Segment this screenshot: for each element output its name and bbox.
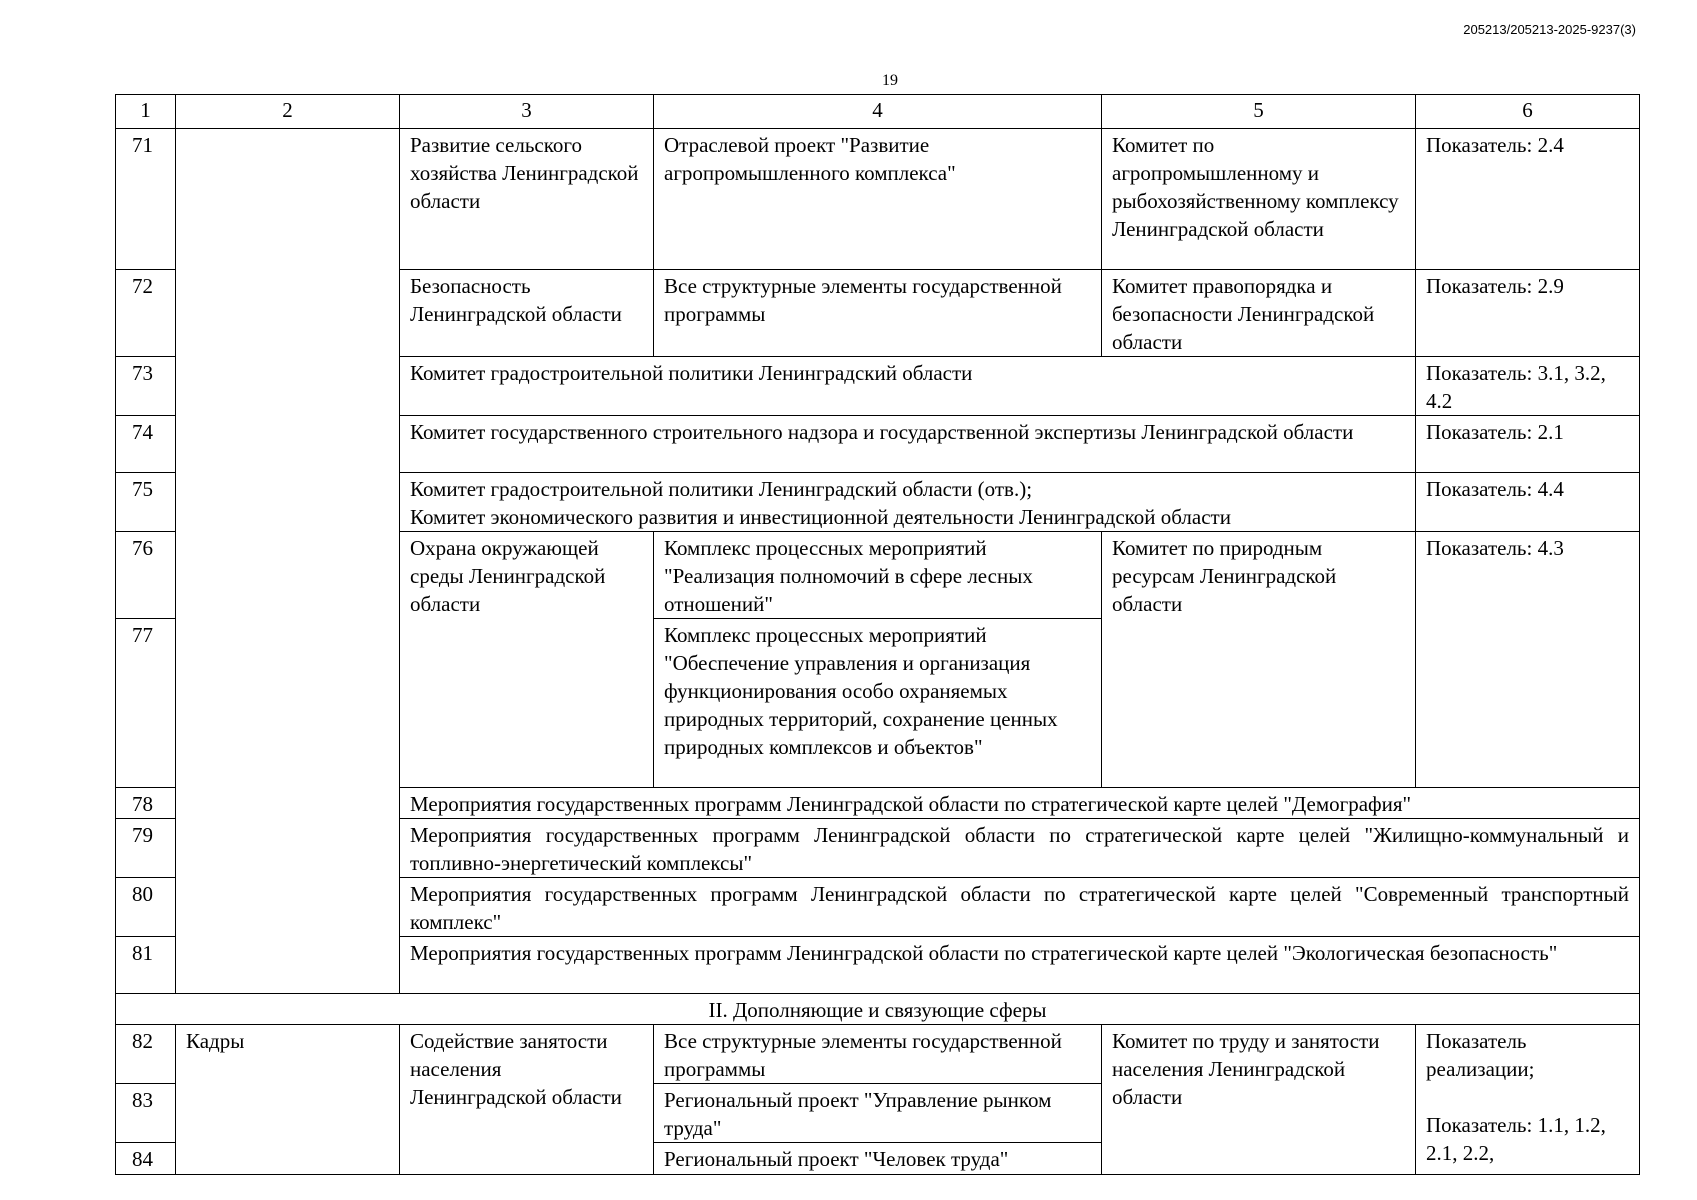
- document-id: 205213/205213-2025-9237(3): [1463, 22, 1636, 37]
- merged-description: Мероприятия государственных программ Ленинградской области по стратегической карте целей "Экологическая безопасность": [400, 937, 1640, 994]
- indicator-line: Показатель реализации;: [1426, 1029, 1535, 1081]
- sphere-cell-empty: [176, 129, 400, 994]
- column-header: 2: [176, 95, 400, 129]
- responsible-body: Комитет правопорядка и безопасности Ленинградской области: [1102, 270, 1416, 357]
- structural-element: Комплекс процессных мероприятий "Реализация полномочий в сфере лесных отношений": [654, 532, 1102, 619]
- merged-description: Мероприятия государственных программ Ленинградской области по стратегической карте целей "Жилищно-коммунальный и топливно-энергетический комплексы": [400, 819, 1640, 878]
- table-row: [116, 129, 1640, 270]
- structural-element: Отраслевой проект "Развитие агропромышленного комплекса": [654, 129, 1102, 270]
- row-number: 72: [116, 270, 176, 357]
- structural-element: Комплекс процессных мероприятий "Обеспечение управления и организация функционирования особо охраняемых природных территорий, сохранение ценных природных комплексов и объектов": [654, 619, 1102, 788]
- responsible-body: Комитет по природным ресурсам Ленинградской области: [1102, 532, 1416, 788]
- row-number: 73: [116, 357, 176, 416]
- indicator: Показатель: 2.1: [1416, 416, 1640, 473]
- column-header: 4: [654, 95, 1102, 129]
- row-number: 71: [116, 129, 176, 270]
- indicator: Показатель: 2.4: [1416, 129, 1640, 270]
- row-number: 81: [116, 937, 176, 994]
- program-name: Развитие сельского хозяйства Ленинградской области: [400, 129, 654, 270]
- merged-description: Комитет градостроительной политики Ленинградский области: [400, 357, 1416, 416]
- column-header: 1: [116, 95, 176, 129]
- row-number: 78: [116, 788, 176, 819]
- page-number: 19: [882, 72, 898, 89]
- row-number: 74: [116, 416, 176, 473]
- row-number: 76: [116, 532, 176, 619]
- structural-element: Региональный проект "Человек труда": [654, 1143, 1102, 1175]
- indicator: [1416, 1025, 1640, 1175]
- indicator: Показатель: 4.4: [1416, 473, 1640, 532]
- indicator: Показатель: 3.1, 3.2, 4.2: [1416, 357, 1640, 416]
- structural-element: Все структурные элементы государственной программы: [654, 270, 1102, 357]
- structural-element: Региональный проект "Управление рынком труда": [654, 1084, 1102, 1143]
- row-number: 84: [116, 1143, 176, 1175]
- description-line: Комитет экономического развития и инвестиционной деятельности Ленинградской области: [410, 505, 1231, 529]
- program-name: Безопасность Ленинградской области: [400, 270, 654, 357]
- row-number: 79: [116, 819, 176, 878]
- responsible-body: Комитет по агропромышленному и рыбохозяйственному комплексу Ленинградской области: [1102, 129, 1416, 270]
- indicator: Показатель: 2.9: [1416, 270, 1640, 357]
- table-row: [116, 1025, 1640, 1084]
- column-header: 5: [1102, 95, 1416, 129]
- row-number: 80: [116, 878, 176, 937]
- program-name: Содействие занятости населения Ленинградской области: [400, 1025, 654, 1175]
- merged-description: Мероприятия государственных программ Ленинградской области по стратегической карте целей "Демография": [400, 788, 1640, 819]
- row-number: 77: [116, 619, 176, 788]
- responsible-body: Комитет по труду и занятости населения Ленинградской области: [1102, 1025, 1416, 1175]
- header-row: [116, 95, 1640, 129]
- merged-description: [400, 473, 1416, 532]
- structural-element: Все структурные элементы государственной программы: [654, 1025, 1102, 1084]
- column-header: 6: [1416, 95, 1640, 129]
- row-number: 82: [116, 1025, 176, 1084]
- indicator-line: Показатель: 1.1, 1.2, 2.1, 2.2,: [1426, 1113, 1606, 1165]
- sphere-name: Кадры: [176, 1025, 400, 1175]
- column-header: 3: [400, 95, 654, 129]
- section-row: [116, 994, 1640, 1025]
- row-number: 75: [116, 473, 176, 532]
- merged-description: Мероприятия государственных программ Ленинградской области по стратегической карте целей "Современный транспортный комплекс": [400, 878, 1640, 937]
- program-name: Охрана окружающей среды Ленинградской области: [400, 532, 654, 788]
- description-line: Комитет градостроительной политики Ленинградский области (отв.);: [410, 477, 1033, 501]
- merged-description: Комитет государственного строительного надзора и государственной экспертизы Ленинградской области: [400, 416, 1416, 473]
- programs-table: [115, 94, 1640, 1175]
- section-heading: II. Дополняющие и связующие сферы: [116, 994, 1640, 1025]
- indicator: Показатель: 4.3: [1416, 532, 1640, 788]
- row-number: 83: [116, 1084, 176, 1143]
